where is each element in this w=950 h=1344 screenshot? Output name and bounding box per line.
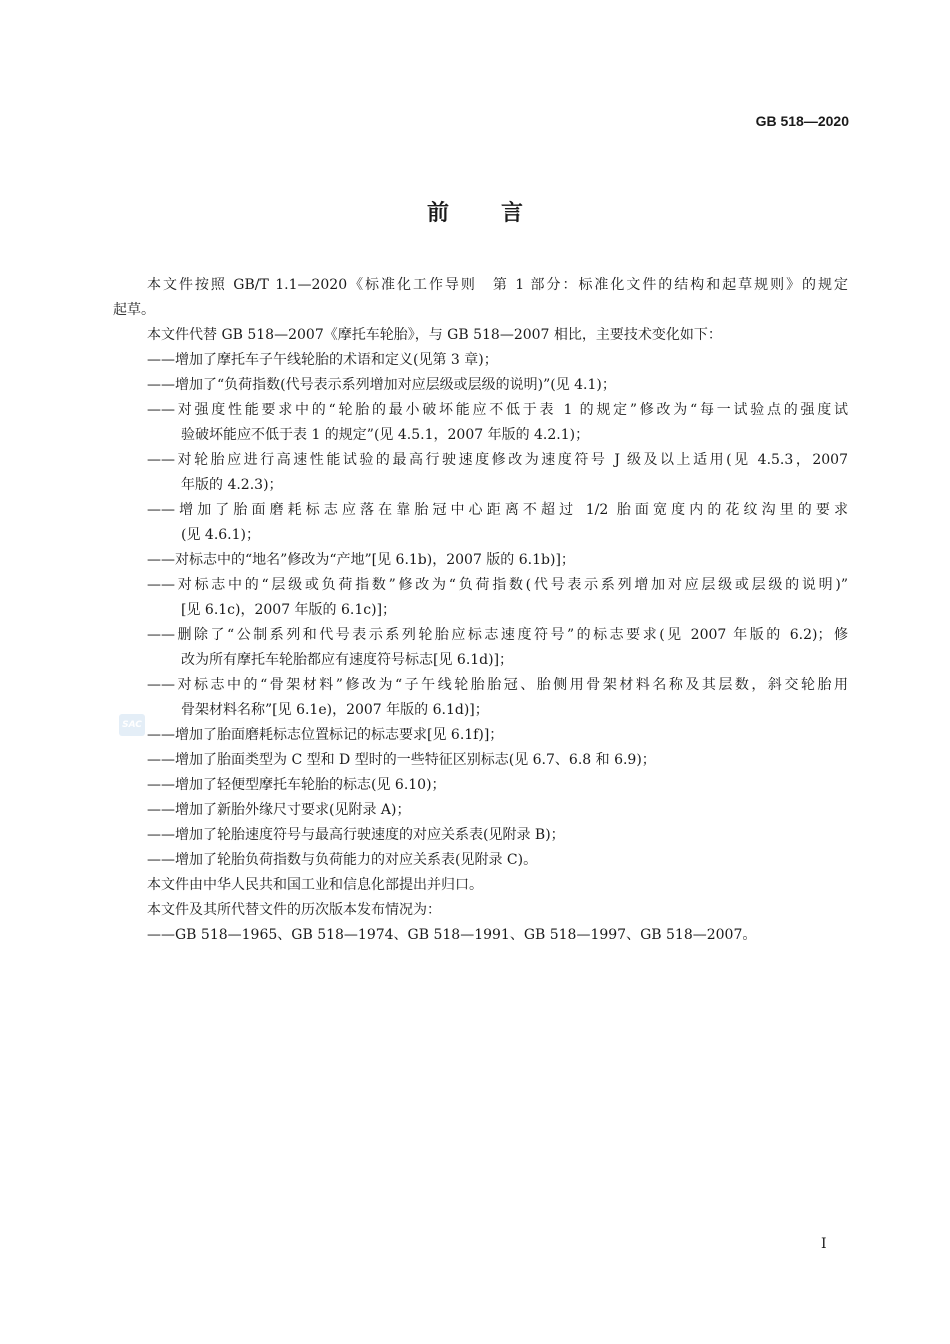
text-line: 起草。 [113, 302, 155, 318]
text-line: ——增加了胎面磨耗标志位置标记的标志要求[见 6.1f)]； [147, 727, 504, 743]
text-line: ——增加了胎面类型为 C 型和 D 型时的一些特征区别标志(见 6.7、6.8 和 6.9)； [147, 752, 656, 768]
text-line: ——增加了“负荷指数(代号表示系列增加对应层级或层级的说明)”(见 4.1)； [147, 377, 616, 393]
text-line: ——对强度性能要求中的“轮胎的最小破坏能应不低于表 1 的规定”修改为“每一试验点的强度试 [147, 402, 848, 418]
text-line: ——增加了轻便型摩托车轮胎的标志(见 6.10)； [147, 777, 446, 793]
text-line: 验破坏能应不低于表 1 的规定”(见 4.5.1，2007 年版的 4.2.1)； [181, 427, 590, 443]
change-list-item [113, 798, 848, 823]
page-number: I [821, 1236, 827, 1252]
text-line: ——GB 518—1965、GB 518—1974、GB 518—1991、GB 518—1997、GB 518—2007。 [147, 927, 757, 943]
text-line: ——增加了轮胎负荷指数与负荷能力的对应关系表(见附录 C)。 [147, 852, 538, 868]
standard-number: GB 518—2020 [755, 113, 849, 129]
text-line: ——增加了轮胎速度符号与最高行驶速度的对应关系表(见附录 B)； [147, 827, 565, 843]
text-line: 本文件及其所代替文件的历次版本发布情况为： [147, 902, 441, 918]
paragraph [113, 273, 848, 323]
paragraph [113, 873, 848, 898]
change-list-item [113, 573, 848, 623]
text-line: 本文件代替 GB 518—2007《摩托车轮胎》，与 GB 518—2007 相比，主要技术变化如下： [147, 327, 722, 343]
change-list-item [113, 723, 848, 748]
change-list-item [113, 398, 848, 448]
text-line: 骨架材料名称”[见 6.1e)，2007 年版的 6.1d)]； [181, 702, 489, 718]
change-list-item [113, 498, 848, 548]
text-line: ——对标志中的“层级或负荷指数”修改为“负荷指数(代号表示系列增加对应层级或层级的说明)” [147, 577, 848, 593]
text-line: 改为所有摩托车轮胎都应有速度符号标志[见 6.1d)]； [181, 652, 514, 668]
text-line: ——对轮胎应进行高速性能试验的最高行驶速度修改为速度符号 J 级及以上适用(见 4.5.3，2007 [147, 452, 848, 468]
change-list-item [113, 373, 848, 398]
foreword-body [113, 273, 848, 948]
change-list-item [113, 348, 848, 373]
text-line: [见 6.1c)，2007 年版的 6.1c)]； [181, 602, 397, 618]
text-line: 年版的 4.2.3)； [181, 477, 283, 493]
change-list-item [113, 773, 848, 798]
change-list-item [113, 923, 848, 948]
text-line: ——增加了摩托车子午线轮胎的术语和定义(见第 3 章)； [147, 352, 498, 368]
change-list-item [113, 848, 848, 873]
text-line: (见 4.6.1)； [181, 527, 260, 543]
change-list-item [113, 448, 848, 498]
text-line: ——增加了胎面磨耗标志应落在靠胎冠中心距离不超过 1/2 胎面宽度内的花纹沟里的要求 [147, 502, 848, 518]
page-title: 前言 [426, 200, 575, 226]
sac-watermark-logo: SAC [119, 714, 145, 736]
paragraph [113, 898, 848, 923]
text-line: ——对标志中的“骨架材料”修改为“子午线轮胎胎冠、胎侧用骨架材料名称及其层数，斜交轮胎用 [147, 677, 848, 693]
paragraph [113, 323, 848, 348]
change-list-item [113, 673, 848, 723]
change-list-item [113, 823, 848, 848]
change-list-item [113, 623, 848, 673]
change-list-item [113, 548, 848, 573]
text-line: 本文件按照 GB/T 1.1—2020《标准化工作导则 第 1 部分：标准化文件的结构和起草规则》的规定 [147, 277, 848, 293]
text-line: ——增加了新胎外缘尺寸要求(见附录 A)； [147, 802, 411, 818]
text-line: ——删除了“公制系列和代号表示系列轮胎应标志速度符号”的标志要求(见 2007 年版的 6.2)；修 [147, 627, 848, 643]
change-list-item [113, 748, 848, 773]
text-line: 本文件由中华人民共和国工业和信息化部提出并归口。 [147, 877, 483, 893]
text-line: ——对标志中的“地名”修改为“产地”[见 6.1b)，2007 版的 6.1b)]； [147, 552, 575, 568]
